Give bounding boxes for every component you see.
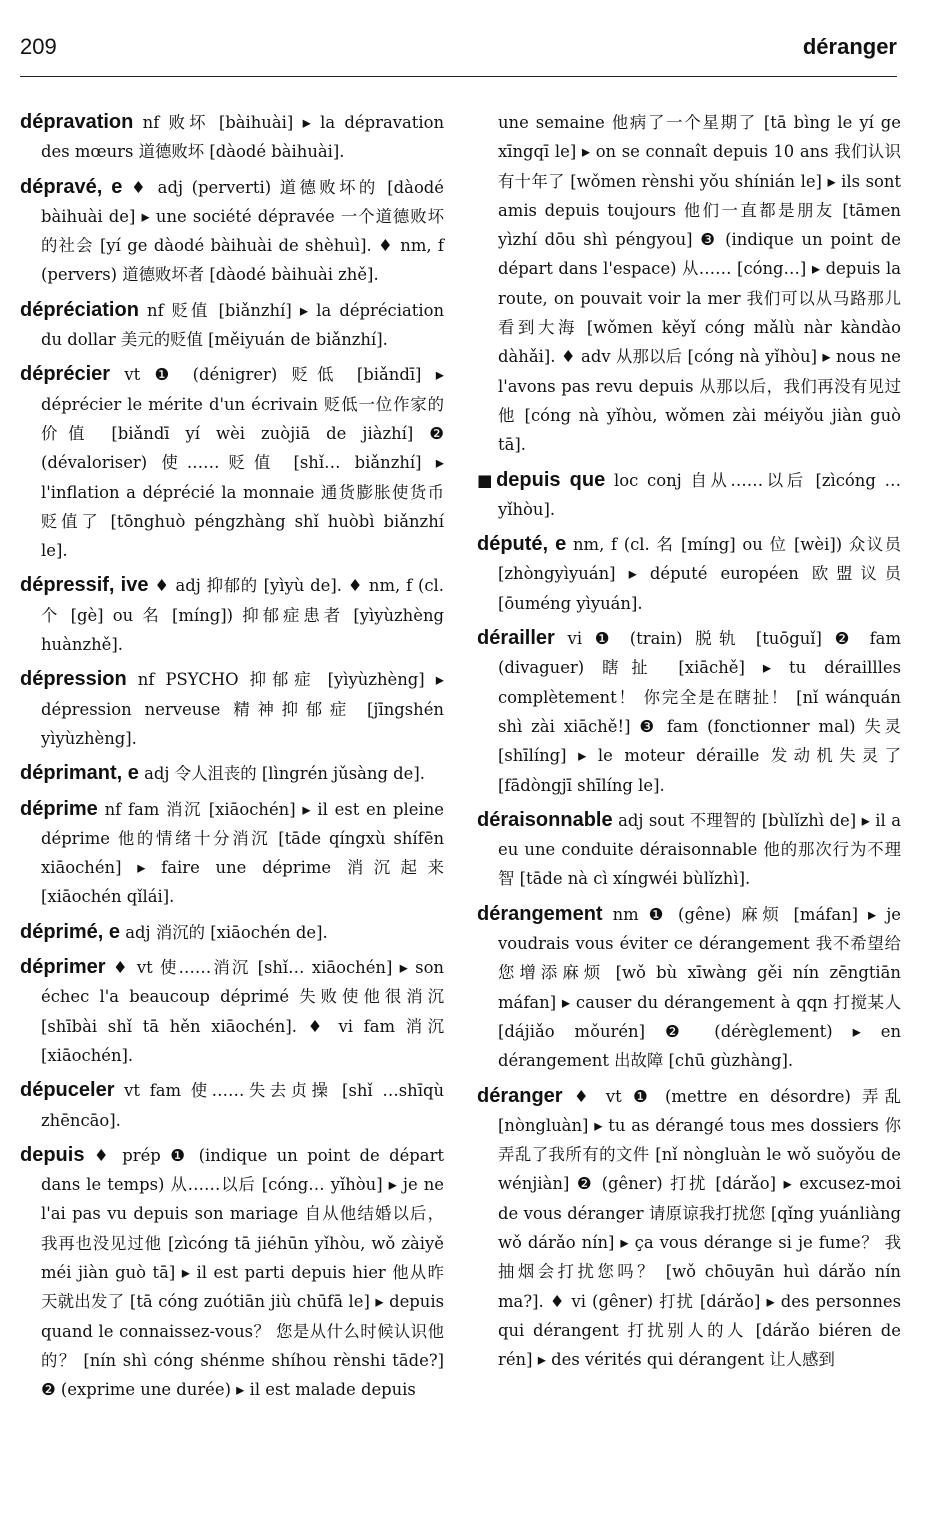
entry-body: adj 令人沮丧的 [lìngrén jǔsàng de].: [138, 764, 425, 784]
dictionary-entry: [20, 759, 444, 788]
entry-body: ♦ adj (perverti) 道德败坏的 [dàodé bàihuài de] ▸ une société dépravée 一个道德败坏的社会 [yí ge dàodé bàihuài de shèhuì]. ♦ nm, f (pervers) 道德败坏者 [dàodé bàihuài zhě].: [41, 177, 445, 285]
left-column: [20, 108, 444, 1410]
headword: dérailler: [477, 627, 555, 650]
entry-body: nm ❶ (gêne) 麻烦 [máfan] ▸ je voudrais vous éviter ce dérangement 我不希望给您增添麻烦 [wǒ bù xīwàng gěi nín zēngtiān máfan] ▸ causer du dérangement à qqn 打搅某人 [dájiǎo mǒurén] ❷ (dérèglement) ▸ en dérangement 出故障 [chū gùzhàng].: [498, 904, 901, 1071]
entry-body: nf PSYCHO 抑郁症 [yìyùzhèng] ▸ dépression nerveuse 精神抑郁症 [jīngshén yìyùzhèng].: [41, 670, 444, 748]
entry-body: ♦ prép ❶ (indique un point de départ dans le temps) 从……以后 [cóng… yǐhòu] ▸ je ne l'ai pas vu depuis son mariage 自从他结婚以后，我再也没见过他 [zìcóng tā jiéhūn yǐhòu, wǒ zàiyě méi jiàn guò tā] ▸ il est parti depuis hier 他从昨天就出发了 [tā cóng zuótiān jiù chūfā le] ▸ depuis quand le connaissez-vous？ 您是从什么时候认识他的？ [nín shì cóng shénme shíhou rènshi tāde?] ❷ (exprime une durée) ▸ il est malade depuis: [41, 1145, 444, 1400]
running-head: déranger: [802, 34, 897, 59]
headword: dérangement: [477, 902, 603, 925]
entry-body: ♦ vt ❶ (mettre en désordre) 弄乱 [nòngluàn] ▸ tu as dérangé tous mes dossiers 你弄乱了我所有的文件 [nǐ nòngluàn le wǒ suǒyǒu de wénjiàn] ❷ (gêner) 打扰 [dárǎo] ▸ excusez-moi de vous déranger 请原谅我打扰您 [qǐng yuánliàng wǒ dárǎo nín] ▸ ça vous dérange si je fume？ 我抽烟会打扰您吗？ [wǒ chōuyān huì dárǎo nín ma?]. ♦ vi (gêner) 打扰 [dárǎo] ▸ des personnes qui dérangent 打扰别人的人 [dárǎo biéren de rén] ▸ des vérités qui dérangent 让人感到: [498, 1086, 901, 1370]
headword: depuis: [20, 1143, 85, 1166]
dictionary-entry: [20, 173, 444, 290]
dictionary-entry: [477, 806, 901, 894]
entry-body: loc conj 自从……以后 [zìcóng … yǐhòu].: [498, 470, 901, 519]
dictionary-entry: [20, 918, 444, 947]
entry-body: nf 败坏 [bàihuài] ▸ la dépravation des mœurs 道德败坏 [dàodé bàihuài].: [41, 113, 444, 162]
dictionary-entry: [20, 795, 444, 912]
headword: député, e: [477, 533, 567, 556]
entry-body: nf fam 消沉 [xiāochén] ▸ il est en pleine déprime 他的情绪十分消沉 [tāde qíngxù shífēn xiāochén] ▸ faire une déprime 消沉起来 [xiāochén qǐlái].: [41, 799, 444, 907]
headword: déraisonnable: [477, 808, 613, 831]
headword: dépuceler: [20, 1079, 115, 1102]
dictionary-entry: [20, 360, 444, 565]
headword: déprimer: [20, 956, 106, 979]
headword: déprécier: [20, 363, 111, 386]
headword: dépressif, ive: [20, 574, 149, 597]
headword: déprimant, e: [20, 762, 139, 785]
sub-entry-marker: ■: [477, 470, 497, 490]
headword: depuis que: [496, 468, 606, 491]
headword: dépravation: [20, 111, 134, 133]
entry-body: nm, f (cl. 名 [míng] ou 位 [wèi]) 众议员 [zhòngyìyuán] ▸ député européen 欧盟议员 [ōuméng yìyuán].: [498, 535, 901, 613]
dictionary-entry: [477, 466, 901, 525]
dictionary-entry: [477, 624, 901, 800]
dictionary-entry: [20, 665, 444, 753]
dictionary-entry: [477, 900, 901, 1076]
entry-body: vi ❶ (train) 脱轨 [tuōguǐ] ❷ fam (divaguer) 瞎扯 [xiāchě] ▸ tu déraillles complètement！ 你完全是在瞎扯！ [nǐ wánquán shì zài xiāchě!] ❸ fam (fonctionner mal) 失灵 [shīlíng] ▸ le moteur déraille 发动机失灵了 [fādòngjī shīlíng le].: [498, 629, 901, 795]
dictionary-entry: [20, 296, 444, 355]
entry-body: ♦ vt 使……消沉 [shǐ… xiāochén] ▸ son échec l'a beaucoup déprimé 失败使他很消沉 [shībài shǐ tā hěn xiāochén]. ♦ vi fam 消沉 [xiāochén].: [41, 958, 444, 1065]
dictionary-entry: [20, 108, 444, 167]
entry-continuation: une semaine 他病了一个星期了 [tā bìng le yí ge xīngqī le] ▸ on se connaît depuis 10 ans 我们认识有十年了 [wǒmen rènshi yǒu shínián le] ▸ ils sont amis depuis toujours 他们一直都是朋友 [tāmen yìzhí dōu shì péngyou] ❸ (indique un point de départ dans l'espace) 从…… [cóng…] ▸ depuis la route, on pouvait voir la mer 我们可以从马路那儿看到大海 [wǒmen kěyǐ cóng mǎlù nàr kàndào dàhǎi]. ♦ adv 从那以后 [cóng nà yǐhòu] ▸ nous ne l'avons pas revu depuis 从那以后，我们再没有见过他 [cóng nà yǐhòu, wǒmen zài méiyǒu jiàn guò tā].: [498, 113, 901, 455]
headword: dépression: [20, 668, 127, 691]
entry-body: adj sout 不理智的 [bùlǐzhì de] ▸ il a eu une conduite déraisonnable 他的那次行为不理智 [tāde nà cì xíngwéi bùlǐzhì].: [498, 810, 901, 889]
headword: dépravé, e: [20, 175, 123, 198]
dictionary-entry: [20, 1141, 444, 1405]
headword: déprimé, e: [20, 920, 121, 943]
dictionary-entry: [477, 530, 901, 618]
entry-body: vt ❶ (dénigrer) 贬低 [biǎndī] ▸ déprécier le mérite d'un écrivain 贬低一位作家的价值 [biǎndī yí wèi zuòjiā de jiàzhí] ❷ (dévaloriser) 使……贬值 [shǐ… biǎnzhí] ▸ l'inflation a déprécié la monnaie 通货膨胀使货币贬值了 [tōnghuò péngzhàng shǐ huòbì biǎnzhí le].: [41, 365, 444, 561]
dictionary-entry: [20, 571, 444, 659]
headword: dépréciation: [20, 298, 139, 321]
page-number: 209: [20, 34, 57, 59]
dictionary-entry: [20, 1076, 444, 1135]
entry-body: adj 消沉的 [xiāochén de].: [120, 922, 328, 942]
dictionary-entry: [20, 953, 444, 1070]
entry-body: ♦ adj 抑郁的 [yìyù de]. ♦ nm, f (cl. 个 [gè] ou 名 [míng]) 抑郁症患者 [yìyùzhèng huànzhě].: [41, 576, 445, 655]
right-column: [477, 108, 901, 1380]
headword: déranger: [477, 1084, 563, 1107]
entry-body: vt fam 使……失去贞操 [shǐ …shīqù zhēncāo].: [41, 1081, 444, 1130]
headword: déprime: [20, 797, 98, 820]
dictionary-entry: [477, 1082, 901, 1375]
entry-body: nf 贬值 [biǎnzhí] ▸ la dépréciation du dollar 美元的贬值 [měiyuán de biǎnzhí].: [41, 300, 444, 350]
page-header: [20, 32, 897, 77]
